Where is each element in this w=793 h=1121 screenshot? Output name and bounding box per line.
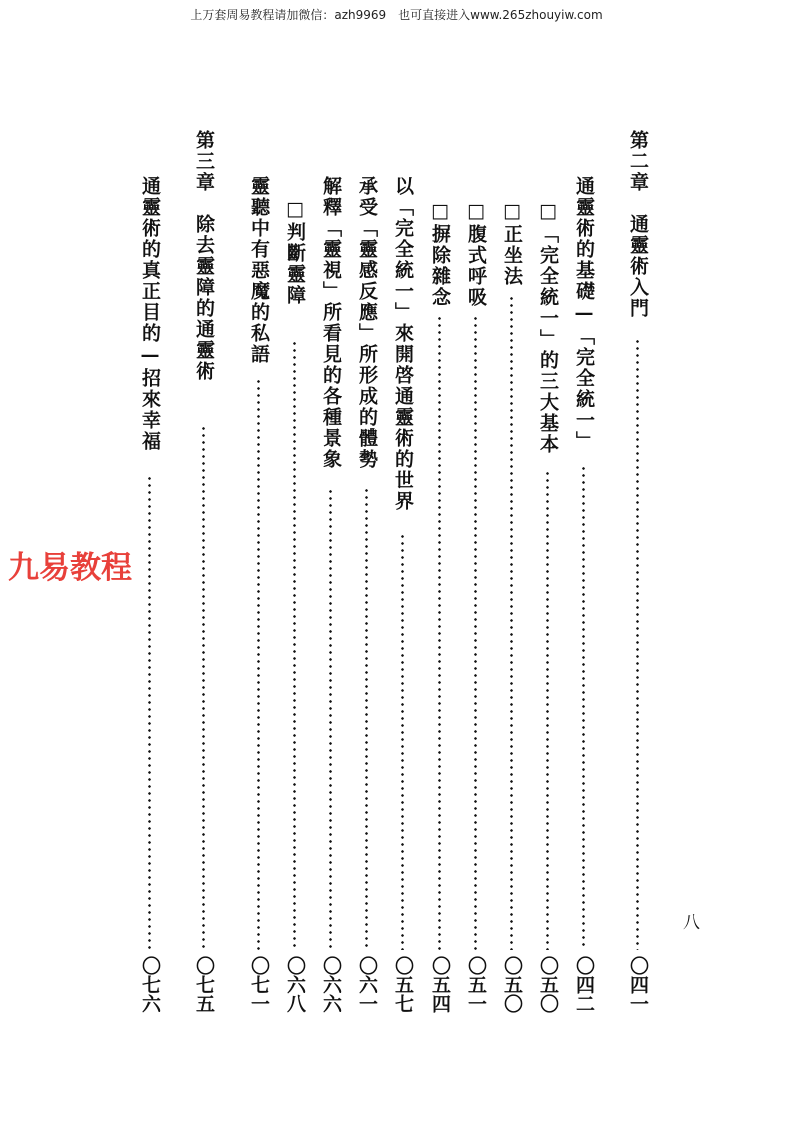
toc-entry-title: 承受「靈感反應」所形成的體勢 xyxy=(356,176,378,470)
toc-entry-title: 通靈術的基礎—「完全統一」 xyxy=(573,176,595,452)
toc-entry-title: 靈聽中有惡魔的私語 xyxy=(248,176,270,365)
toc-entry[interactable] xyxy=(354,0,380,1121)
toc-dot-leader xyxy=(329,488,332,950)
toc-entry-title: 以「完全統一」來開啓通靈術的世界 xyxy=(392,176,414,512)
toc-entry-page: 〇四二 xyxy=(573,956,595,1013)
toc-entry-page: 〇五四 xyxy=(429,956,451,1013)
toc-entry[interactable] xyxy=(282,0,308,1121)
toc-entry-page: 〇六六 xyxy=(320,956,342,1013)
toc-dot-leader xyxy=(202,425,205,950)
toc-entry-page: 〇六八 xyxy=(284,956,306,1013)
toc-entry[interactable] xyxy=(427,0,453,1121)
toc-entry[interactable] xyxy=(499,0,525,1121)
toc-dot-leader xyxy=(546,470,549,950)
toc-dot-leader xyxy=(257,378,260,950)
toc-entry-page: 〇六一 xyxy=(356,956,378,1013)
toc-dot-leader xyxy=(401,533,404,950)
toc-entry-title: 第三章 除去靈障的通靈術 xyxy=(193,130,215,382)
toc-entry-page: 〇五〇 xyxy=(537,956,559,1013)
toc-entry-title: □腹式呼吸 xyxy=(465,200,487,308)
toc-entry[interactable] xyxy=(318,0,344,1121)
toc-dot-leader xyxy=(510,295,513,950)
toc-dot-leader xyxy=(293,340,296,950)
toc-entry-chapter-3[interactable] xyxy=(191,0,217,1121)
toc-dot-leader xyxy=(148,475,151,950)
toc-entry-title: 解釋「靈視」所看見的各種景象 xyxy=(320,176,342,470)
toc-entry-title: □判斷靈障 xyxy=(284,198,306,306)
toc-entry[interactable] xyxy=(535,0,561,1121)
toc-entry-chapter-2[interactable] xyxy=(625,0,651,1121)
toc-entry-page: 〇五一 xyxy=(465,956,487,1013)
page-number: 八 xyxy=(683,913,700,933)
toc-dot-leader xyxy=(636,338,639,950)
toc-dot-leader xyxy=(474,315,477,950)
toc-entry-page: 〇七五 xyxy=(193,956,215,1013)
watermark-logo: 九易教程 xyxy=(8,550,132,586)
toc-entry-title: □摒除雜念 xyxy=(429,200,451,308)
toc-entry-title: □「完全統一」的三大基本 xyxy=(537,200,559,455)
toc-dot-leader xyxy=(582,465,585,950)
toc-entry-title: 第二章 通靈術入門 xyxy=(627,130,649,319)
header-banner: 上万套周易教程请加微信：azh9969 也可直接进入www.265zhouyiw.com xyxy=(190,8,603,22)
toc-dot-leader xyxy=(438,315,441,950)
toc-entry[interactable] xyxy=(246,0,272,1121)
toc-entry-page: 〇五七 xyxy=(392,956,414,1013)
toc-entry-page: 〇五〇 xyxy=(501,956,523,1013)
toc-dot-leader xyxy=(365,487,368,950)
toc-entry-page: 〇七一 xyxy=(248,956,270,1013)
toc-entry[interactable] xyxy=(571,0,597,1121)
toc-entry[interactable] xyxy=(390,0,416,1121)
toc-entry-page: 〇四一 xyxy=(627,956,649,1013)
toc-entry[interactable] xyxy=(463,0,489,1121)
toc-entry-title: 通靈術的真正目的—招來幸福 xyxy=(139,176,161,452)
toc-entry-page: 〇七六 xyxy=(139,956,161,1013)
toc-entry[interactable] xyxy=(137,0,163,1121)
toc-entry-title: □正坐法 xyxy=(501,200,523,287)
